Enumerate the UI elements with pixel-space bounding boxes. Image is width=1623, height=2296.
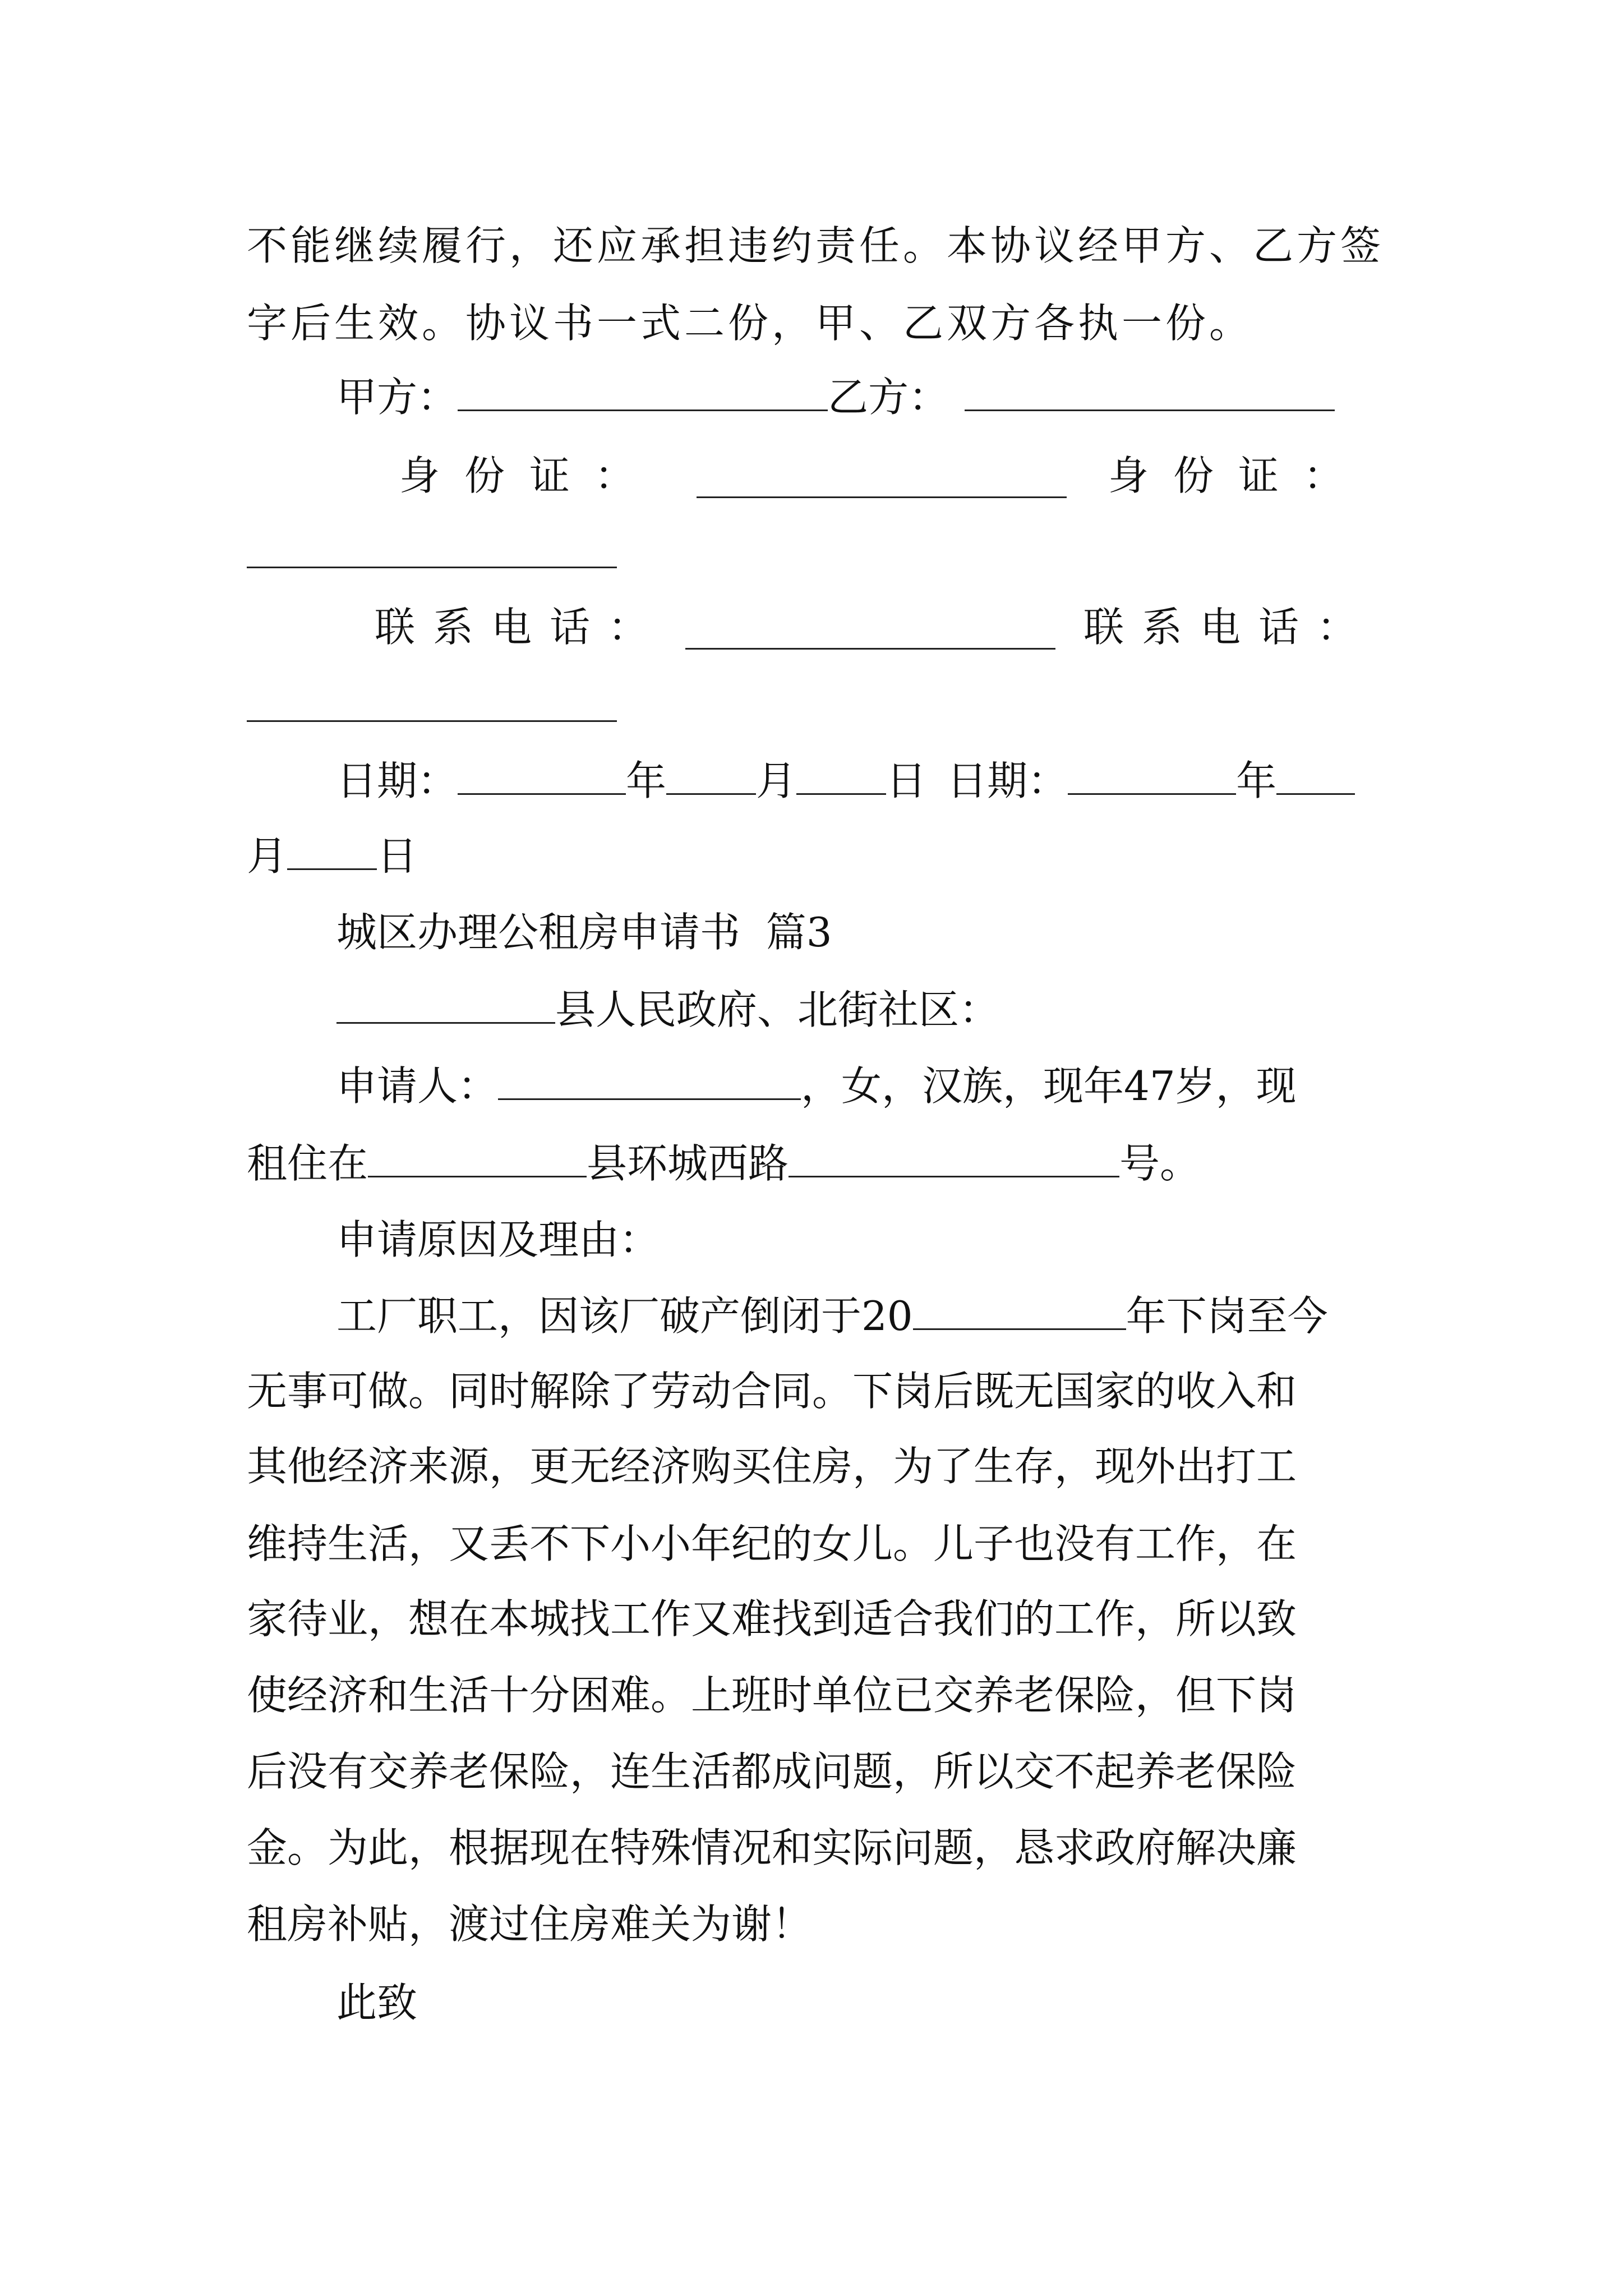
year-blank-b <box>1068 758 1236 795</box>
id-card-blank-b <box>247 532 617 568</box>
paragraph-line <box>247 223 1385 268</box>
phone-blank-b <box>247 685 617 722</box>
id-card-label-b: 身 份 证 ： <box>1108 452 1344 499</box>
section-title: 城区办理公租房申请书 篇3 <box>336 909 832 956</box>
body-text: 年下岗至今 <box>1126 1292 1328 1340</box>
month-blank-a <box>666 758 756 795</box>
paragraph-text: 不能继续履行，还应承担违约责任。本协议经甲方、乙方签 <box>247 222 1385 269</box>
residence-end: 号。 <box>1119 1140 1201 1187</box>
residence-prefix: 租住在 <box>247 1140 368 1187</box>
residence-number-blank <box>789 1141 1119 1177</box>
id-card-continuation <box>247 532 1385 577</box>
party-b-blank <box>965 375 1335 411</box>
body-text: 租房补贴，渡过住房难关为谢！ <box>247 1901 813 1948</box>
phone-continuation <box>247 685 1385 730</box>
residence-county-blank <box>368 1141 587 1177</box>
year-label-a: 年 <box>626 757 667 804</box>
id-card-label-a: 身 份 证 ： <box>399 452 635 499</box>
party-b-label: 乙方： <box>828 374 949 421</box>
body-text: 金。为此，根据现在特殊情况和实际问题，恳求政府解决廉 <box>247 1824 1297 1871</box>
applicant-line <box>336 1064 1475 1108</box>
body-line <box>336 1294 1475 1338</box>
body-text: 使经济和生活十分困难。上班时单位已交养老保险，但下岗 <box>247 1672 1297 1719</box>
phone-blank-a <box>685 613 1055 650</box>
day-blank-a <box>796 758 886 795</box>
party-signature-row <box>336 375 1475 420</box>
body-line <box>247 1673 1385 1718</box>
body-line <box>247 1369 1385 1414</box>
year-layoff-blank <box>913 1294 1126 1330</box>
id-card-blank-a <box>697 462 1067 498</box>
body-text: 工厂职工，因该厂破产倒闭于20 <box>336 1292 913 1340</box>
year-blank-a <box>458 758 626 795</box>
phone-row <box>375 605 1375 650</box>
applicant-label: 申请人： <box>336 1062 499 1110</box>
body-line <box>247 1825 1385 1870</box>
day-label-b: 日 <box>377 832 418 880</box>
addressee-line <box>336 987 1475 1032</box>
body-line <box>247 1521 1385 1566</box>
month-label-a: 月 <box>756 757 797 804</box>
phone-label-b: 联 系 电 话 ： <box>1083 604 1357 651</box>
day-blank-b <box>287 834 377 870</box>
body-line <box>247 1902 1385 1947</box>
date-row <box>336 758 1475 803</box>
day-label-a: 日 <box>886 757 927 804</box>
closing: 此致 <box>336 1979 418 2026</box>
reason-heading: 申请原因及理由： <box>336 1216 660 1263</box>
body-text: 无事可做。同时解除了劳动合同。下岗后既无国家的收入和 <box>247 1368 1297 1415</box>
party-a-label: 甲方： <box>336 374 458 421</box>
body-text: 家待业，想在本城找工作又难找到适合我们的工作，所以致 <box>247 1595 1297 1642</box>
date-row-continuation <box>247 834 1385 878</box>
addressee-text: 县人民政府、北街社区： <box>555 986 1000 1033</box>
paragraph-line <box>247 301 1385 346</box>
applicant-details: ，女，汉族，现年47岁，现 <box>801 1062 1297 1110</box>
party-a-blank <box>458 375 828 411</box>
residence-line <box>247 1141 1385 1186</box>
date-label-b: 日期： <box>947 757 1068 804</box>
body-line <box>247 1596 1385 1641</box>
date-label-a: 日期： <box>336 757 458 804</box>
body-text: 其他经济来源，更无经济购买住房，为了生存，现外出打工 <box>247 1443 1297 1490</box>
month-label-b: 月 <box>247 832 288 880</box>
phone-label-a: 联 系 电 话 ： <box>375 604 648 651</box>
month-blank-b <box>1276 758 1355 795</box>
county-blank <box>336 987 555 1024</box>
body-line <box>247 1749 1385 1794</box>
id-card-row <box>399 453 1375 498</box>
year-label-b: 年 <box>1236 757 1277 804</box>
applicant-name-blank <box>498 1064 801 1100</box>
body-text: 后没有交养老保险，连生活都成问题，所以交不起养老保险 <box>247 1748 1297 1795</box>
body-text: 维持生活，又丢不下小小年纪的女儿。儿子也没有工作，在 <box>247 1520 1297 1567</box>
residence-road: 县环城西路 <box>587 1140 789 1187</box>
body-line <box>247 1444 1385 1489</box>
paragraph-text: 字后生效。协议书一式二份，甲、乙双方各执一份。 <box>247 300 1253 347</box>
